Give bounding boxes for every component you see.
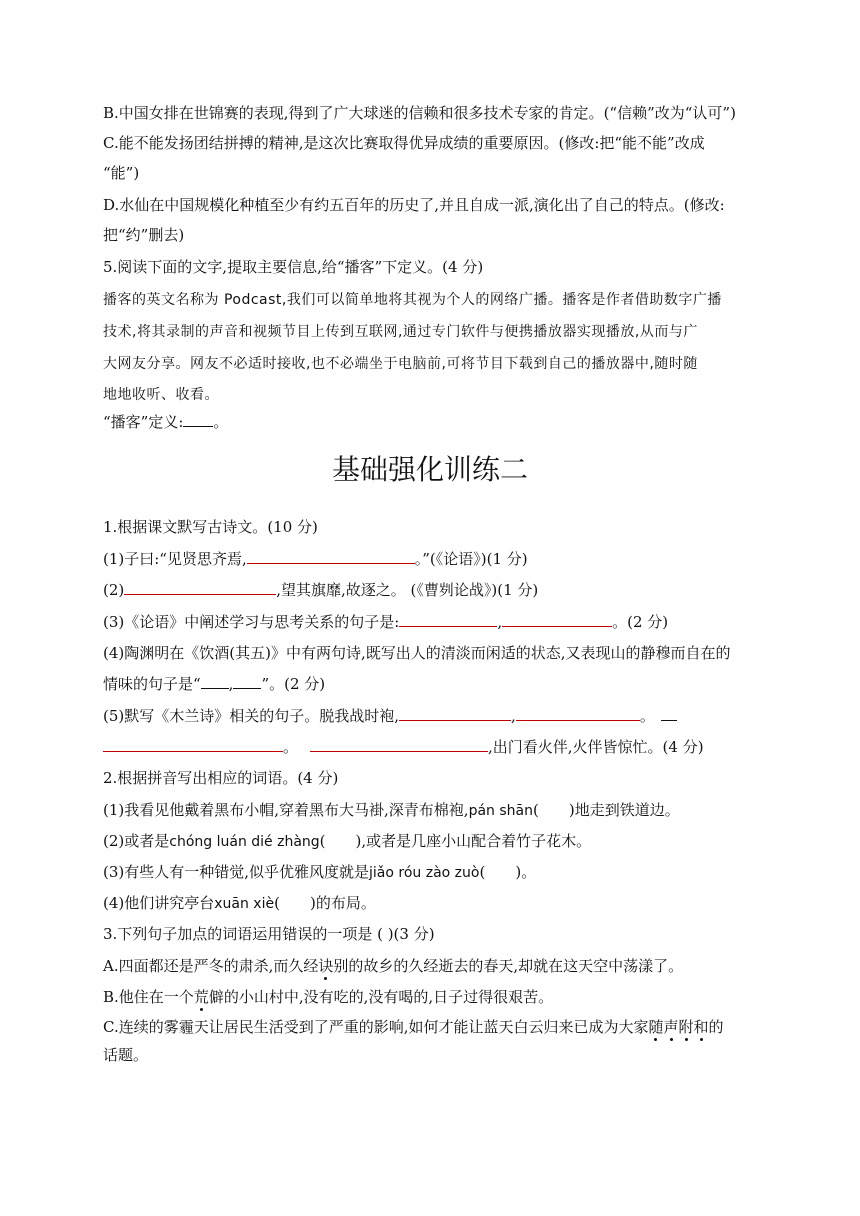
q2-item-1-pinyin: pán shān <box>468 803 533 819</box>
q1-item-5-period: 。 <box>639 707 655 725</box>
option-b-line: B.中国女排在世锦赛的表现,得到了广大球迷的信赖和很多技术专家的肯定。(“信赖”改为“认可”) <box>103 104 736 122</box>
q1-blank-5d[interactable] <box>310 737 488 752</box>
q2-item-2-text: (2)或者是 <box>103 832 170 850</box>
question-2-heading: 2.根据拼音写出相应的词语。(4 分) <box>103 769 339 787</box>
q2-item-2 <box>103 831 591 852</box>
q2-item-2-pinyin: chóng luán dié zhàng <box>169 834 320 850</box>
section-title: 基础强化训练二 <box>331 453 528 486</box>
q1-item-3 <box>103 612 668 632</box>
q1-item-1-text: (1)子曰:“见贤思齐焉, <box>103 550 247 568</box>
q1-blank-1[interactable] <box>247 549 415 564</box>
q2-item-4-open: ( <box>274 894 280 912</box>
q2-item-3-end: )。 <box>515 863 537 881</box>
q2-item-2-open: ( <box>319 832 326 850</box>
q1-item-4-line1: (4)陶渊明在《饮酒(其五)》中有两句诗,既写出人的清淡而闲适的状态,又表现山的静穆而自在的 <box>103 644 731 662</box>
option-d-line1: D.水仙在中国规模化种植至少有约五百年的历史了,并且自成一派,演化出了自己的特点。(修改: <box>103 196 725 214</box>
q2-item-1-open: ( <box>532 801 539 819</box>
q1-blank-4a[interactable] <box>201 674 229 689</box>
q1-blank-4b[interactable] <box>233 674 261 689</box>
option-c-line1: C.能不能发扬团结拼搏的精神,是这次比赛取得优异成绩的重要原因。(修改:把“能不能”改成 <box>103 134 705 152</box>
q2-item-4-end: )的布局。 <box>309 894 376 912</box>
q2-item-4-pinyin: xuān xiè <box>214 896 275 912</box>
q2-item-2-end: ),或者是几座小山配合着竹子花木。 <box>355 832 592 850</box>
q3-option-c-dotted-3: 附 <box>678 1018 694 1036</box>
passage-line-4: 地地收听、收看。 <box>103 387 219 403</box>
q2-item-1-text: (1)我看见他戴着黑布小帽,穿着黑布大马褂,深青布棉袍, <box>103 801 469 819</box>
q1-item-3-text: (3)《论语》中阐述学习与思考关系的句子是: <box>103 613 400 631</box>
option-c-line2: “能”) <box>103 164 140 182</box>
q1-item-1-end: 。”(《论语》)(1 分) <box>414 550 528 568</box>
definition-line <box>103 412 228 432</box>
q2-item-4 <box>103 893 376 914</box>
q1-item-4-text: 情味的句子是“ <box>103 675 201 693</box>
q1-item-2-text: ,望其旗靡,故逐之。 (《曹刿论战》)(1 分) <box>276 581 539 599</box>
q1-item-5-line2 <box>103 737 704 757</box>
definition-label: “播客”定义: <box>103 413 184 431</box>
q1-item-4-comma: , <box>228 675 234 693</box>
option-d-line2: 把“约”删去) <box>103 226 185 244</box>
q1-item-1 <box>103 549 528 569</box>
q1-item-4-end: ”。(2 分) <box>261 675 326 693</box>
q1-blank-5b[interactable] <box>516 706 640 721</box>
q3-option-c-text: C.连续的雾霾天让居民生活受到了严重的影响,如何才能让蓝天白云归来已成为大家 <box>103 1018 649 1036</box>
q3-option-a <box>103 956 683 976</box>
q2-item-1-end: )地走到铁道边。 <box>568 801 680 819</box>
q1-blank-5c[interactable] <box>103 737 283 752</box>
q1-item-2 <box>103 580 538 600</box>
q3-option-a-text: A.四面都还是严冬的肃杀,而久经 <box>103 957 319 975</box>
q3-option-c-end: 的 <box>708 1018 724 1036</box>
q1-item-5-comma: , <box>511 707 516 725</box>
passage-line-1: 播客的英文名称为 Podcast,我们可以简单地将其视为个人的网络广播。播客是作者借助数字广播 <box>103 292 722 308</box>
q2-item-3-open: ( <box>479 863 486 881</box>
q2-item-4-text: (4)他们讲究亭台 <box>103 894 215 912</box>
q3-option-a-dotted: 诀 <box>318 957 334 975</box>
q1-item-3-end: 。(2 分) <box>612 613 669 631</box>
q1-blank-5c-start[interactable] <box>661 706 677 721</box>
q3-option-c-dotted-4: 和 <box>693 1018 709 1036</box>
q1-item-3-comma: , <box>497 613 503 631</box>
q3-option-c-line1 <box>103 1017 724 1037</box>
q2-item-3-text: (3)有些人有一种错觉,似乎优雅风度就是 <box>103 863 370 881</box>
q3-option-c-line2: 话题。 <box>103 1046 149 1064</box>
passage-line-2: 技术,将其录制的声音和视频节目上传到互联网,通过专门软件与便携播放器实现播放,从而与广 <box>103 324 698 340</box>
q1-blank-2[interactable] <box>124 580 276 595</box>
question-1-heading: 1.根据课文默写古诗文。(10 分) <box>103 518 318 536</box>
q1-item-2-number: (2) <box>103 581 125 599</box>
q1-blank-3a[interactable] <box>399 612 497 627</box>
q3-option-b-text: B.他住在一个 <box>103 988 194 1006</box>
q3-option-b-dotted: 荒 <box>193 988 209 1006</box>
q2-item-3 <box>103 862 536 883</box>
q1-item-4-line2 <box>103 674 325 694</box>
q2-item-1 <box>103 800 680 821</box>
q2-item-3-pinyin: jiǎo róu zào zuò <box>369 865 480 881</box>
q3-option-b <box>103 987 553 1007</box>
question-3-heading: 3.下列句子加点的词语运用错误的一项是 ( )(3 分) <box>103 925 435 943</box>
q1-item-5-end: ,出门看火伴,火伴皆惊忙。(4 分) <box>488 738 704 756</box>
definition-blank[interactable] <box>183 412 213 427</box>
q3-option-a-rest: 别的故乡的久经逝去的春天,却就在这天空中荡漾了。 <box>333 957 684 975</box>
q3-option-c-dotted-1: 随 <box>648 1018 664 1036</box>
q1-item-5-text: (5)默写《木兰诗》相关的句子。脱我战时袍, <box>103 707 400 725</box>
q3-option-c-dotted-2: 声 <box>663 1018 679 1036</box>
q1-blank-5a[interactable] <box>399 706 511 721</box>
passage-line-3: 大网友分享。网友不必适时接收,也不必端坐于电脑前,可将节目下载到自己的播放器中,随时随 <box>103 356 698 372</box>
definition-end: 。 <box>213 413 229 431</box>
question-5-heading: 5.阅读下面的文字,提取主要信息,给“播客”下定义。(4 分) <box>103 258 484 276</box>
q1-item-5-period-2: 。 <box>283 738 299 756</box>
q1-blank-3b[interactable] <box>502 612 612 627</box>
q3-option-b-rest: 僻的小山村中,没有吃的,没有喝的,日子过得很艰苦。 <box>208 988 554 1006</box>
q1-item-5-line1 <box>103 706 677 726</box>
